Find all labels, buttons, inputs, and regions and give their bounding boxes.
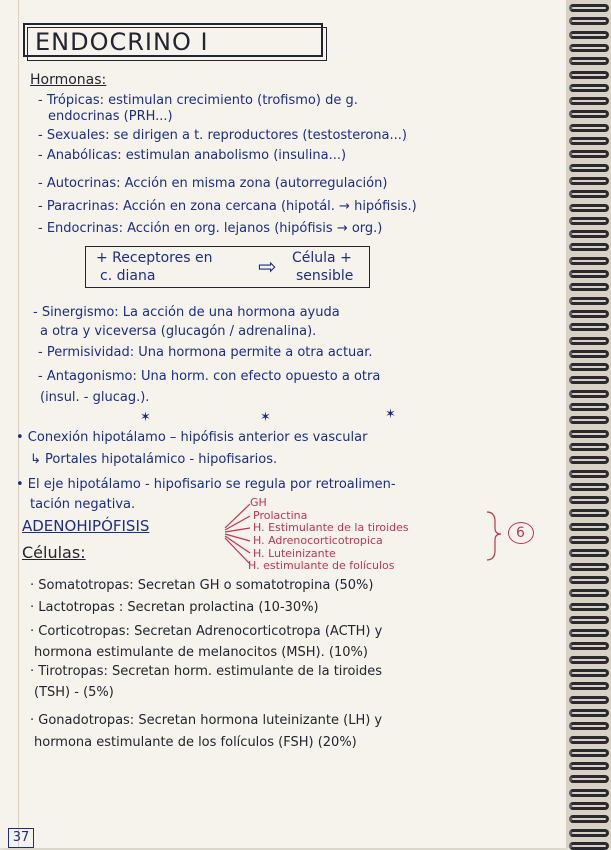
spiral-coil: [569, 656, 609, 664]
spiral-coil: [569, 669, 609, 677]
box-right-text: Célula +: [292, 250, 352, 266]
spiral-coil: [569, 84, 609, 92]
adeno-item: Prolactina: [253, 509, 308, 522]
line-paracrinas: - Paracrinas: Acción en zona cercana (hipotál. → hipófisis.): [38, 199, 417, 214]
spiral-coil: [569, 789, 609, 797]
spiral-coil: [569, 230, 609, 238]
spiral-coil: [569, 549, 609, 557]
spiral-coil: [569, 775, 609, 783]
spiral-coil: [569, 815, 609, 823]
spiral-coil: [569, 403, 609, 411]
line-portales: ↳ Portales hipotalámico - hipofisarios.: [30, 452, 278, 467]
spiral-coil: [569, 696, 609, 704]
line-somatotropas: · Somatotropas: Secretan GH o somatotropina (50%): [30, 578, 374, 593]
page-number: 37: [8, 828, 34, 848]
spiral-coil: [569, 603, 609, 611]
spiral-coil: [569, 456, 609, 464]
spiral-coil: [569, 257, 609, 265]
spiral-coil: [569, 177, 609, 185]
spiral-coil: [569, 164, 609, 172]
line-conexion: • Conexión hipotálamo – hipófisis anterior es vascular: [16, 430, 368, 445]
adeno-item: GH: [250, 496, 267, 509]
spiral-coil: [569, 337, 609, 345]
spiral-coil: [569, 536, 609, 544]
spiral-coil: [569, 576, 609, 584]
adeno-item: H. Luteinizante: [253, 547, 336, 560]
line-sexuales: - Sexuales: se dirigen a t. reproductores (testosterona...): [38, 128, 407, 143]
spiral-coil: [569, 17, 609, 25]
line-corticotropas-cont: hormona estimulante de melanocitos (MSH). (10%): [34, 645, 368, 660]
line-troficas: - Trópicas: estimulan crecimiento (trofismo) de g.: [38, 93, 358, 108]
spiral-coil: [569, 802, 609, 810]
spiral-coil: [569, 190, 609, 198]
spiral-coil: [569, 496, 609, 504]
spiral-coil: [569, 722, 609, 730]
spiral-coil: [569, 509, 609, 517]
line-eje-cont: tación negativa.: [30, 497, 136, 512]
margin-line: [18, 0, 19, 848]
spiral-coil: [569, 350, 609, 358]
spiral-binding: [566, 0, 611, 848]
spiral-coil: [569, 829, 609, 837]
star-icon: ✶: [385, 407, 396, 422]
line-corticotropas: · Corticotropas: Secretan Adrenocorticotropa (ACTH) y: [30, 624, 383, 639]
spiral-coil: [569, 483, 609, 491]
spiral-coil: [569, 150, 609, 158]
spiral-coil: [569, 4, 609, 12]
line-gonadotropas: · Gonadotropas: Secretan hormona luteinizante (LH) y: [30, 713, 383, 728]
spiral-coil: [569, 762, 609, 770]
spiral-coil: [569, 110, 609, 118]
spiral-coil: [569, 589, 609, 597]
line-antagonismo: - Antagonismo: Una horm. con efecto opuesto a otra: [38, 369, 381, 384]
line-sinergismo: - Sinergismo: La acción de una hormona ayuda: [33, 305, 340, 320]
spiral-coil: [569, 270, 609, 278]
line-tirotropas-cont: (TSH) - (5%): [34, 685, 114, 700]
line-antagonismo-cont: (insul. - glucag.).: [40, 390, 150, 405]
star-icon: ✶: [140, 410, 151, 425]
adeno-item: H. Estimulante de la tiroides: [253, 521, 409, 534]
line-tirotropas: · Tirotropas: Secretan horm. estimulante de la tiroides: [30, 664, 383, 679]
spiral-coil: [569, 310, 609, 318]
spiral-coil: [569, 523, 609, 531]
spiral-coil: [569, 137, 609, 145]
spiral-coil: [569, 842, 609, 850]
line-autocrinas: - Autocrinas: Acción en misma zona (autorregulación): [38, 176, 388, 191]
line-permisividad: - Permisividad: Una hormona permite a otra actuar.: [38, 345, 373, 360]
spiral-coil: [569, 243, 609, 251]
box-right-text-2: sensible: [296, 268, 354, 284]
spiral-coil: [569, 323, 609, 331]
spiral-coil: [569, 642, 609, 650]
spiral-coil: [569, 616, 609, 624]
red-brace-arrows: [215, 498, 515, 576]
spiral-coil: [569, 682, 609, 690]
spiral-coil: [569, 749, 609, 757]
spiral-coil: [569, 217, 609, 225]
spiral-coil: [569, 563, 609, 571]
star-icon: ✶: [260, 410, 271, 425]
page-title: ENDOCRINO I: [35, 28, 209, 56]
line-gonadotropas-cont: hormona estimulante de los folículos (FSH) (20%): [34, 735, 357, 750]
spiral-coil: [569, 204, 609, 212]
hormonas-heading: Hormonas:: [30, 72, 107, 88]
spiral-coil: [569, 363, 609, 371]
line-endocrinas: - Endocrinas: Acción en org. lejanos (hipófisis → org.): [38, 221, 383, 236]
adenohipofisis-heading: ADENOHIPÓFISIS: [22, 517, 150, 535]
adeno-count: 6: [516, 525, 525, 541]
spiral-coil: [569, 629, 609, 637]
spiral-coil: [569, 297, 609, 305]
spiral-coil: [569, 283, 609, 291]
celulas-heading: Células:: [22, 543, 86, 562]
spiral-coil: [569, 97, 609, 105]
box-left-text-2: c. diana: [100, 268, 156, 284]
spiral-coil: [569, 470, 609, 478]
spiral-coil: [569, 44, 609, 52]
line-eje: • El eje hipotálamo - hipofisario se regula por retroalimen-: [16, 477, 396, 492]
line-troficas-cont: endocrinas (PRH...): [48, 109, 173, 124]
line-lactotropas: · Lactotropas : Secretan prolactina (10-30%): [30, 600, 319, 615]
arrow-right-icon: ⇨: [258, 255, 277, 280]
spiral-coil: [569, 736, 609, 744]
spiral-coil: [569, 443, 609, 451]
spiral-coil: [569, 430, 609, 438]
spiral-coil: [569, 376, 609, 384]
line-sinergismo-cont: a otra y viceversa (glucagón / adrenalina).: [40, 324, 317, 339]
box-left-text: + Receptores en: [96, 250, 213, 266]
spiral-coil: [569, 390, 609, 398]
spiral-coil: [569, 416, 609, 424]
spiral-coil: [569, 57, 609, 65]
spiral-coil: [569, 124, 609, 132]
spiral-coil: [569, 709, 609, 717]
line-anabolicas: - Anabólicas: estimulan anabolismo (insulina...): [38, 148, 347, 163]
adeno-item: H. Adrenocorticotropica: [253, 534, 383, 547]
spiral-coil: [569, 71, 609, 79]
adeno-item: H. estimulante de folículos: [248, 559, 395, 572]
spiral-coil: [569, 31, 609, 39]
